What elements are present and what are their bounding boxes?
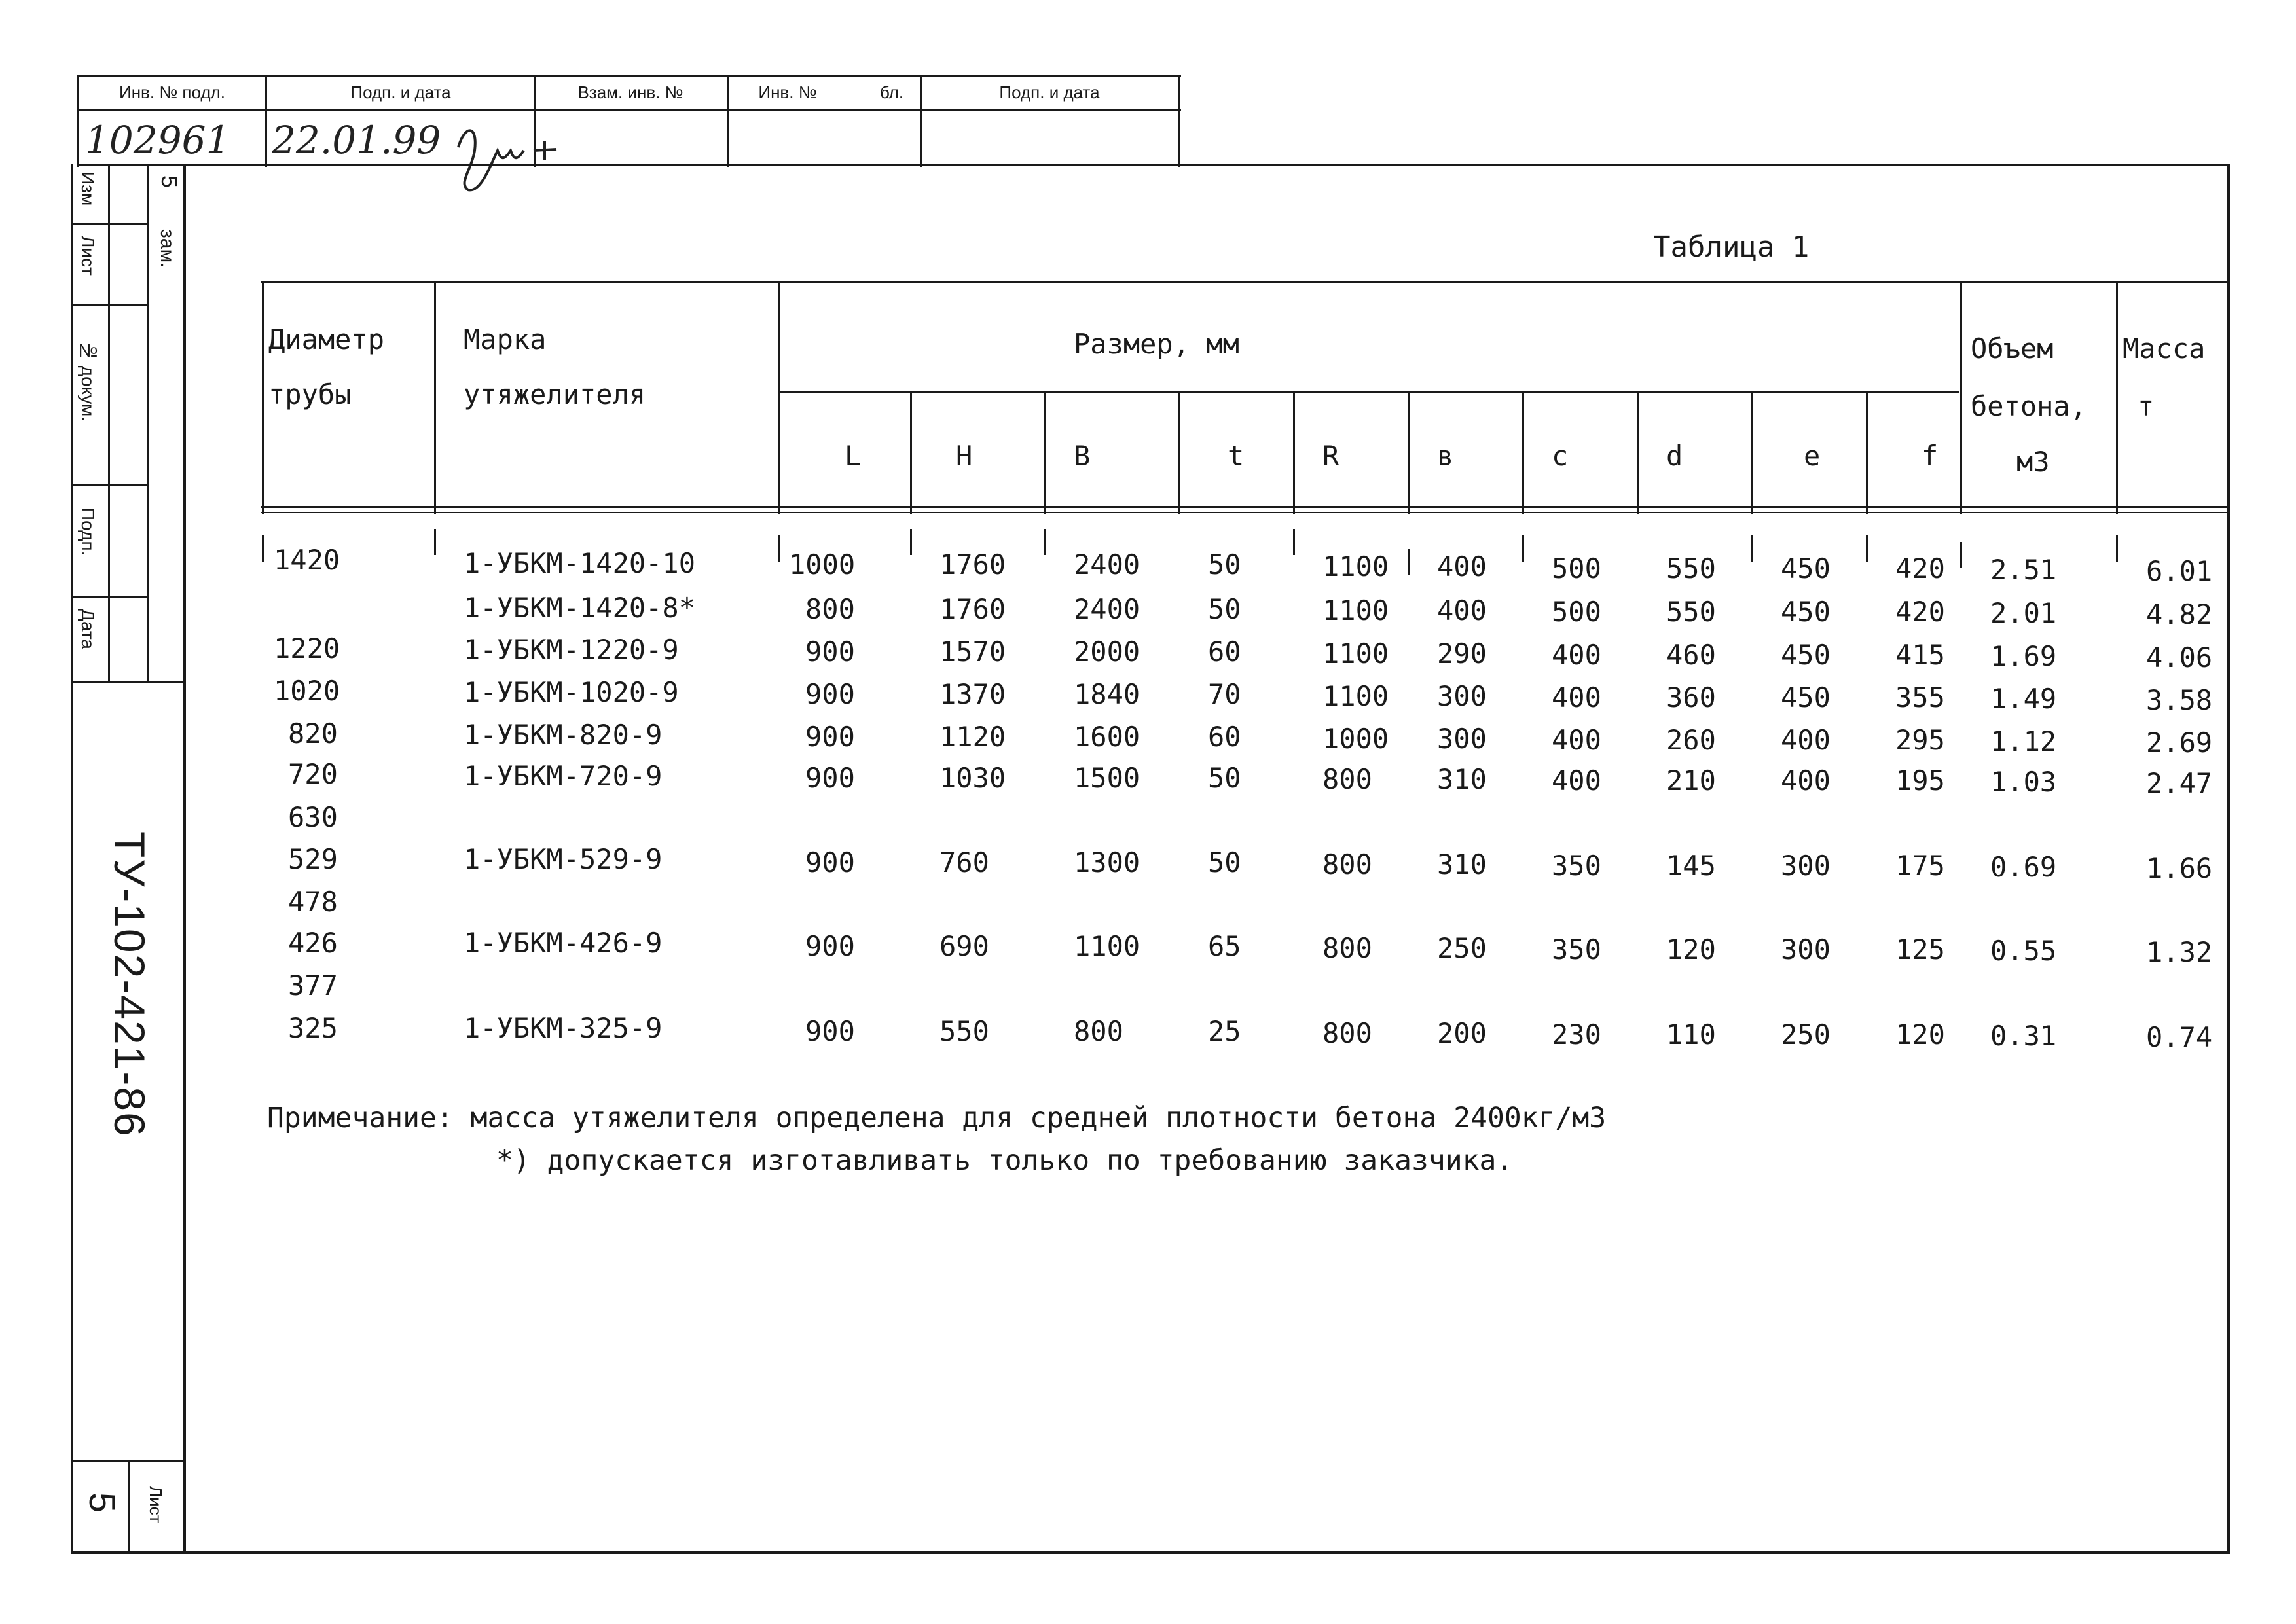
cell-volume: 2.51 — [1990, 554, 2057, 586]
cell-L: 900 — [805, 636, 855, 668]
cell-R: 800 — [1322, 763, 1372, 795]
header-mass-line2: т — [2138, 390, 2155, 422]
cell-diameter: 1220 — [274, 632, 340, 664]
cell-L: 900 — [805, 930, 855, 962]
cell-t: 50 — [1208, 762, 1241, 794]
cell-t: 65 — [1208, 930, 1241, 962]
cell-d: 120 — [1666, 933, 1716, 965]
cell-c: 350 — [1552, 850, 1601, 882]
cell-b: 310 — [1437, 763, 1487, 795]
cell-t: 70 — [1208, 678, 1241, 710]
cell-mass: 6.01 — [2146, 555, 2213, 587]
cell-c: 500 — [1552, 552, 1601, 585]
cell-t: 50 — [1208, 549, 1241, 581]
header-dim-e: e — [1804, 440, 1821, 472]
cell-volume: 2.01 — [1990, 597, 2057, 629]
cell-mark: 1-УБКМ-529-9 — [464, 843, 663, 875]
cell-L: 900 — [805, 846, 855, 878]
cell-f: 355 — [1895, 681, 1945, 713]
handwritten-signature — [452, 111, 570, 196]
cell-c: 400 — [1552, 639, 1601, 671]
cell-mark: 1-УБКМ-820-9 — [464, 719, 663, 751]
cell-R: 1100 — [1322, 680, 1389, 712]
cell-mark: 1-УБКМ-720-9 — [464, 760, 663, 792]
header-diameter-line1: Диаметр — [268, 323, 385, 355]
cell-mass: 1.32 — [2146, 936, 2213, 968]
cell-B: 2400 — [1074, 549, 1140, 581]
cell-H: 1120 — [939, 721, 1006, 753]
cell-diameter: 820 — [288, 717, 338, 749]
cell-R: 1100 — [1322, 638, 1389, 670]
cell-mark: 1-УБКМ-1020-9 — [464, 676, 679, 708]
cell-b: 400 — [1437, 594, 1487, 626]
cell-d: 145 — [1666, 850, 1716, 882]
cell-B: 1300 — [1074, 846, 1140, 878]
cell-L: 900 — [805, 762, 855, 794]
header-dim-R: R — [1322, 440, 1339, 472]
cell-volume: 1.69 — [1990, 640, 2057, 672]
cell-f: 120 — [1895, 1019, 1945, 1051]
stamp-rev-number: 5 — [156, 175, 181, 188]
cell-diameter: 630 — [288, 801, 338, 833]
cell-diameter: 529 — [288, 843, 338, 875]
header-dim-t: t — [1228, 440, 1245, 472]
approval-header-replace-inv: Взам. инв. № — [577, 82, 683, 102]
cell-c: 500 — [1552, 596, 1601, 628]
approval-header-inv-original: Инв. № подл. — [119, 82, 225, 102]
header-volume-line2: бетона, — [1971, 390, 2087, 422]
cell-R: 800 — [1322, 848, 1372, 880]
cell-mark: 1-УБКМ-1220-9 — [464, 634, 679, 666]
cell-R: 1100 — [1322, 550, 1389, 583]
stamp-label-date: Дата — [78, 609, 98, 650]
cell-f: 420 — [1895, 552, 1945, 585]
cell-b: 400 — [1437, 550, 1487, 583]
header-volume-line1: Объем — [1971, 333, 2054, 365]
handwritten-inv-number: 102961 — [85, 118, 230, 162]
header-dim-L: L — [845, 440, 862, 472]
header-dim-b: в — [1437, 440, 1454, 472]
cell-volume: 0.55 — [1990, 935, 2057, 967]
cell-e: 400 — [1781, 724, 1831, 756]
cell-d: 110 — [1666, 1019, 1716, 1051]
cell-b: 290 — [1437, 638, 1487, 670]
cell-mass: 3.58 — [2146, 684, 2213, 716]
cell-R: 1100 — [1322, 594, 1389, 626]
stamp-label-change: Изм — [78, 171, 98, 206]
cell-H: 1760 — [939, 549, 1006, 581]
note-line-2: *) допускается изготавливать только по требованию заказчика. — [496, 1144, 1514, 1177]
cell-volume: 0.69 — [1990, 851, 2057, 883]
cell-diameter: 426 — [288, 927, 338, 959]
cell-t: 25 — [1208, 1015, 1241, 1047]
cell-c: 400 — [1552, 681, 1601, 713]
header-dim-H: H — [956, 440, 973, 472]
cell-b: 310 — [1437, 848, 1487, 880]
cell-b: 300 — [1437, 723, 1487, 755]
cell-mark: 1-УБКМ-1420-10 — [464, 547, 696, 579]
cell-f: 420 — [1895, 596, 1945, 628]
cell-t: 60 — [1208, 721, 1241, 753]
cell-b: 200 — [1437, 1017, 1487, 1049]
header-dim-d: d — [1666, 440, 1683, 472]
cell-L: 900 — [805, 678, 855, 710]
cell-mass: 1.66 — [2146, 852, 2213, 884]
cell-c: 400 — [1552, 724, 1601, 756]
cell-c: 350 — [1552, 933, 1601, 965]
cell-L: 900 — [805, 721, 855, 753]
cell-volume: 1.03 — [1990, 766, 2057, 798]
cell-volume: 0.31 — [1990, 1020, 2057, 1052]
cell-e: 250 — [1781, 1019, 1831, 1051]
cell-B: 1500 — [1074, 762, 1140, 794]
approval-header-inv-dup: Инв. № — [758, 82, 817, 102]
cell-c: 400 — [1552, 765, 1601, 797]
header-size-group: Размер, мм — [1074, 328, 1239, 360]
cell-mark: 1-УБКМ-325-9 — [464, 1012, 663, 1044]
cell-diameter: 1020 — [274, 675, 340, 707]
cell-f: 295 — [1895, 724, 1945, 756]
cell-f: 415 — [1895, 639, 1945, 671]
cell-mark: 1-УБКМ-426-9 — [464, 927, 663, 959]
cell-R: 800 — [1322, 1017, 1372, 1049]
cell-H: 1370 — [939, 678, 1006, 710]
cell-e: 450 — [1781, 639, 1831, 671]
cell-d: 550 — [1666, 596, 1716, 628]
cell-H: 1030 — [939, 762, 1006, 794]
handwritten-date: 22.01.99 — [272, 118, 441, 162]
cell-t: 50 — [1208, 593, 1241, 625]
stamp-label-signature: Подп. — [78, 507, 98, 556]
header-volume-line3: м3 — [2016, 446, 2050, 478]
cell-volume: 1.12 — [1990, 725, 2057, 757]
stamp-label-sheet: Лист — [78, 236, 98, 276]
cell-d: 550 — [1666, 552, 1716, 585]
cell-B: 800 — [1074, 1015, 1123, 1047]
header-dim-c: c — [1552, 440, 1569, 472]
header-diameter-line2: трубы — [268, 378, 352, 410]
sheet-label: Лист — [146, 1486, 166, 1523]
approval-header-bl: бл. — [879, 82, 904, 102]
cell-c: 230 — [1552, 1019, 1601, 1051]
stamp-label-doc-number: № докум. — [78, 340, 98, 422]
cell-B: 1840 — [1074, 678, 1140, 710]
cell-e: 400 — [1781, 765, 1831, 797]
cell-diameter: 478 — [288, 886, 338, 918]
cell-diameter: 1420 — [274, 544, 340, 576]
cell-mass: 0.74 — [2146, 1021, 2213, 1053]
approval-header-sign-date-2: Подп. и дата — [999, 82, 1100, 102]
cell-diameter: 377 — [288, 969, 338, 1001]
cell-mass: 2.69 — [2146, 727, 2213, 759]
cell-B: 2000 — [1074, 636, 1140, 668]
table-caption: Таблица 1 — [1653, 230, 1810, 264]
cell-mass: 4.82 — [2146, 598, 2213, 630]
cell-f: 195 — [1895, 765, 1945, 797]
cell-L: 1000 — [789, 549, 856, 581]
cell-B: 2400 — [1074, 593, 1140, 625]
document-code: ТУ-102-421-86 — [105, 831, 154, 1138]
sheet-number: 5 — [82, 1492, 123, 1513]
cell-e: 300 — [1781, 933, 1831, 965]
cell-e: 450 — [1781, 681, 1831, 713]
cell-B: 1600 — [1074, 721, 1140, 753]
cell-R: 1000 — [1322, 723, 1389, 755]
cell-mass: 2.47 — [2146, 767, 2213, 799]
cell-L: 900 — [805, 1015, 855, 1047]
header-dim-B: B — [1074, 440, 1091, 472]
cell-t: 60 — [1208, 636, 1241, 668]
stamp-rev-note: зам. — [156, 229, 178, 268]
cell-H: 1570 — [939, 636, 1006, 668]
cell-volume: 1.49 — [1990, 683, 2057, 715]
cell-H: 550 — [939, 1015, 989, 1047]
header-dim-f: f — [1922, 440, 1939, 472]
cell-b: 300 — [1437, 680, 1487, 712]
cell-e: 300 — [1781, 850, 1831, 882]
note-line-1: Примечание: масса утяжелителя определена для средней плотности бетона 2400кг/м3 — [267, 1102, 1607, 1134]
header-mark-line1: Марка — [464, 323, 547, 355]
cell-L: 800 — [805, 593, 855, 625]
cell-b: 250 — [1437, 932, 1487, 964]
cell-diameter: 720 — [288, 758, 338, 790]
cell-d: 460 — [1666, 639, 1716, 671]
cell-H: 1760 — [939, 593, 1006, 625]
cell-e: 450 — [1781, 596, 1831, 628]
cell-t: 50 — [1208, 846, 1241, 878]
cell-d: 260 — [1666, 724, 1716, 756]
cell-f: 175 — [1895, 850, 1945, 882]
cell-R: 800 — [1322, 932, 1372, 964]
cell-d: 210 — [1666, 765, 1716, 797]
cell-B: 1100 — [1074, 930, 1140, 962]
cell-d: 360 — [1666, 681, 1716, 713]
cell-f: 125 — [1895, 933, 1945, 965]
cell-diameter: 325 — [288, 1012, 338, 1044]
cell-H: 760 — [939, 846, 989, 878]
header-mass-line1: Масса — [2123, 333, 2206, 365]
approval-header-sign-date: Подп. и дата — [350, 82, 451, 102]
header-mark-line2: утяжелителя — [464, 378, 646, 410]
cell-mark: 1-УБКМ-1420-8* — [464, 592, 696, 624]
cell-mass: 4.06 — [2146, 641, 2213, 674]
cell-H: 690 — [939, 930, 989, 962]
cell-e: 450 — [1781, 552, 1831, 585]
